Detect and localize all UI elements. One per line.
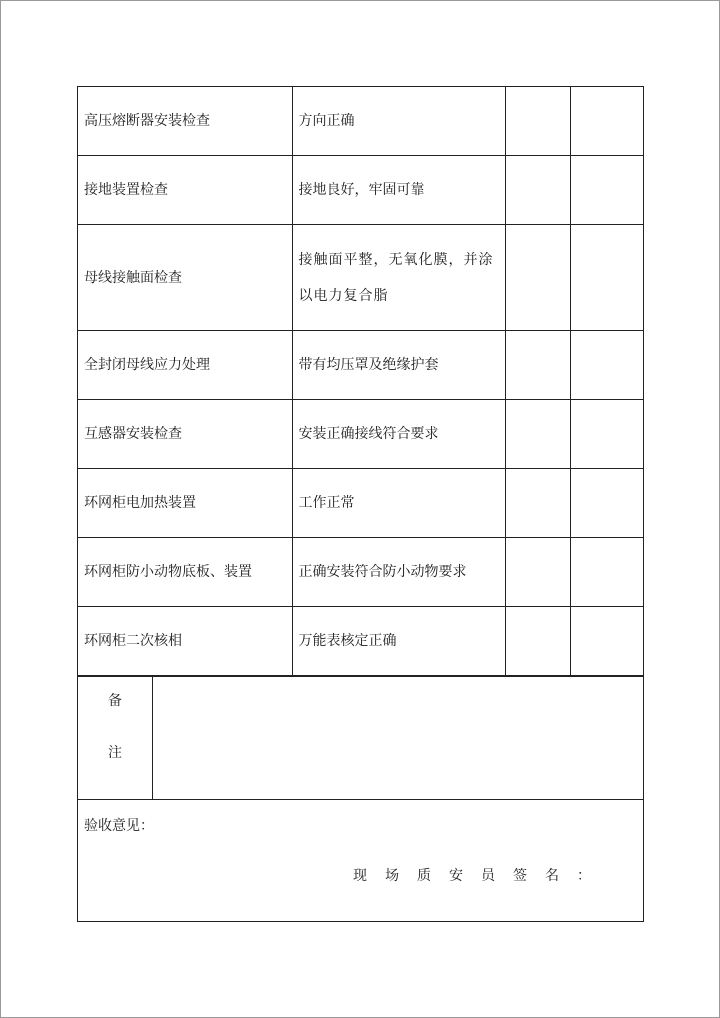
- result-cell[interactable]: [571, 87, 644, 156]
- requirement-cell: 方向正确: [292, 87, 506, 156]
- requirement-cell: 带有均压罩及绝缘护套: [292, 331, 506, 400]
- check-cell[interactable]: [506, 469, 571, 538]
- inspection-table: [77, 86, 644, 676]
- requirement-cell: 安装正确接线符合要求: [292, 400, 506, 469]
- table-row: [78, 331, 644, 400]
- result-cell[interactable]: [571, 469, 644, 538]
- table-row: [78, 156, 644, 225]
- requirement-cell: 接地良好，牢固可靠: [292, 156, 506, 225]
- result-cell[interactable]: [571, 400, 644, 469]
- item-cell: 接地装置检查: [78, 156, 293, 225]
- check-cell[interactable]: [506, 87, 571, 156]
- table-row: [78, 400, 644, 469]
- requirement-cell: 正确安装符合防小动物要求: [292, 538, 506, 607]
- remarks-label-cell: [78, 677, 153, 800]
- remarks-label-char-1: 备: [108, 693, 122, 709]
- table-row: [78, 87, 644, 156]
- table-row: [78, 469, 644, 538]
- check-cell[interactable]: [506, 607, 571, 676]
- item-cell: 母线接触面检查: [78, 225, 293, 331]
- item-cell: 环网柜防小动物底板、装置: [78, 538, 293, 607]
- remarks-content-cell[interactable]: [153, 677, 644, 800]
- requirement-cell: 接触面平整，无氧化膜，并涂以电力复合脂: [292, 225, 506, 331]
- result-cell[interactable]: [571, 331, 644, 400]
- acceptance-label: 验收意见：: [84, 818, 154, 834]
- acceptance-row: [78, 800, 644, 922]
- requirement-cell: 工作正常: [292, 469, 506, 538]
- item-cell: 高压熔断器安装检查: [78, 87, 293, 156]
- item-cell: 全封闭母线应力处理: [78, 331, 293, 400]
- check-cell[interactable]: [506, 156, 571, 225]
- check-cell[interactable]: [506, 538, 571, 607]
- requirement-cell: 万能表核定正确: [292, 607, 506, 676]
- table-row: [78, 225, 644, 331]
- check-cell[interactable]: [506, 400, 571, 469]
- result-cell[interactable]: [571, 607, 644, 676]
- item-cell: 环网柜电加热装置: [78, 469, 293, 538]
- signature-label: 现场质安员签名：: [353, 868, 609, 884]
- result-cell[interactable]: [571, 156, 644, 225]
- item-cell: 互感器安装检查: [78, 400, 293, 469]
- check-cell[interactable]: [506, 225, 571, 331]
- result-cell[interactable]: [571, 538, 644, 607]
- table-row: [78, 607, 644, 676]
- remarks-label-char-2: 注: [108, 745, 122, 761]
- remarks-row: [78, 677, 644, 800]
- acceptance-cell[interactable]: [78, 800, 644, 922]
- result-cell[interactable]: [571, 225, 644, 331]
- remarks-table: [77, 676, 644, 922]
- item-cell: 环网柜二次核相: [78, 607, 293, 676]
- table-row: [78, 538, 644, 607]
- check-cell[interactable]: [506, 331, 571, 400]
